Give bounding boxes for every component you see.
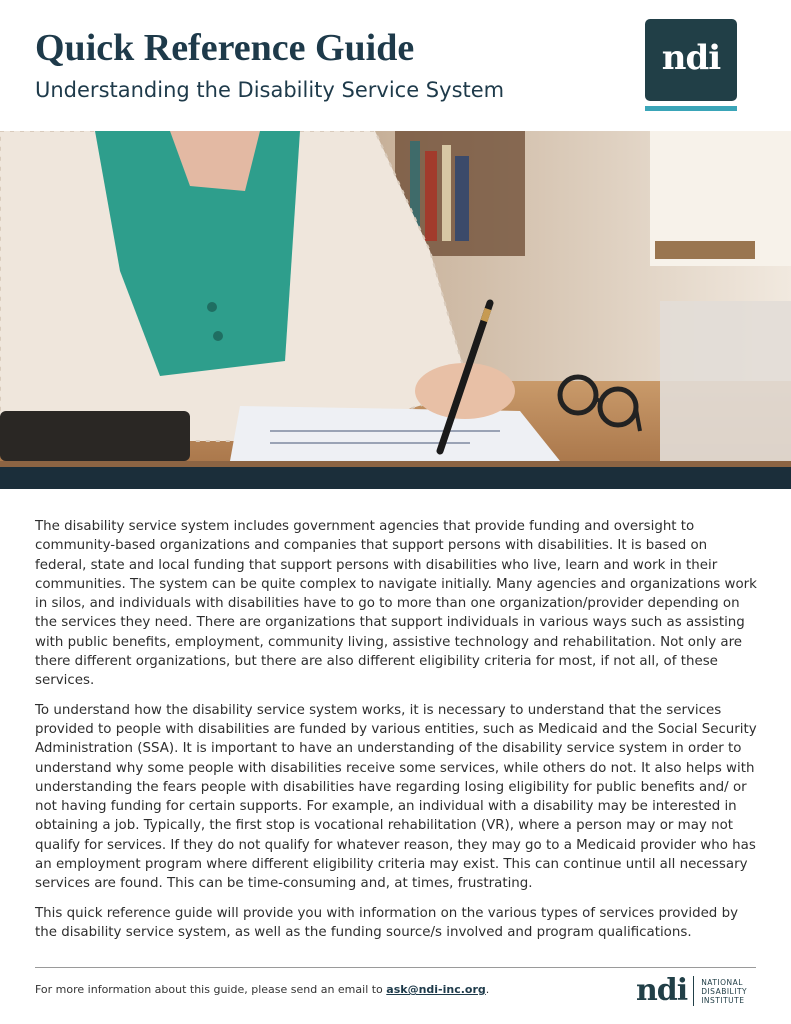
footer-logo-divider bbox=[693, 976, 694, 1006]
paragraph-1: The disability service system includes government agencies that provide funding and oversight to community-based organizations and companies that support persons with disabilities. It is based on federal, state and local funding that support persons with disabilities who live, learn and work in their communities. The system can be quite complex to navigate initially. Many agencies and organizations work in silos, and individuals with disabilities have to go to more than one organization/provider depending on the services they need. There are organizations that support individuals in various ways such as assisting with public benefits, employment, community living, assistive technology and rehabilitation. Not only are there different organizations, but there are also different eligibility criteria for most, if not all, of these services. bbox=[35, 519, 757, 689]
paragraph-3: This quick reference guide will provide you with information on the various types of services provided by the disability service system, as well as the funding source/s involved and program qualifications. bbox=[35, 905, 738, 940]
hero-photo-illustration bbox=[0, 131, 791, 467]
footer-logo-org-name bbox=[701, 978, 747, 1005]
logo-underline bbox=[645, 106, 737, 111]
org-line-2: DISABILITY bbox=[701, 986, 748, 996]
paragraph-2: To understand how the disability service system works, it is necessary to understand that the services provided to people with disabilities are funded by various entities, such as Medicaid and the Social Security Administration (SSA). It is important to have an understanding of the disability service system in order to understand why some people with disabilities receive some services, while others do not. It also helps with understanding the fears people with disabilities have regarding losing eligibility for public benefits and/ or not having funding for certain supports. For example, an individual with a disability may be interested in obtaining a job. Typically, the first stop is vocational rehabilitation (VR), where a person may or may not qualify for services. If they do not qualify for whatever reason, they may go to a Medicaid provider who has an employment program where different eligibility criteria may exist. This can continue until all necessary services are found. This can be time-consuming and, at times, frustrating. bbox=[35, 702, 757, 892]
page-subtitle: Understanding the Disability Service System bbox=[35, 78, 505, 102]
logo-text: ndi bbox=[661, 38, 721, 78]
footer-ndi-logo bbox=[636, 973, 747, 1009]
org-line-3: INSTITUTE bbox=[701, 995, 745, 1005]
footer-contact-text: For more information about this guide, please send an email to bbox=[35, 983, 383, 996]
org-line-1: NATIONAL bbox=[701, 977, 743, 987]
footer-logo-mark: ndi bbox=[636, 973, 688, 1008]
photo-bottom-band bbox=[0, 467, 791, 489]
intro-text bbox=[35, 517, 759, 952]
ndi-logo bbox=[645, 19, 737, 101]
footer-period: . bbox=[485, 983, 490, 996]
footer-contact bbox=[35, 983, 489, 997]
page-title: Quick Reference Guide bbox=[35, 27, 415, 69]
hero-photo bbox=[0, 131, 791, 467]
footer-divider bbox=[35, 967, 756, 968]
contact-email-link[interactable]: ask@ndi-inc.org bbox=[386, 983, 486, 996]
